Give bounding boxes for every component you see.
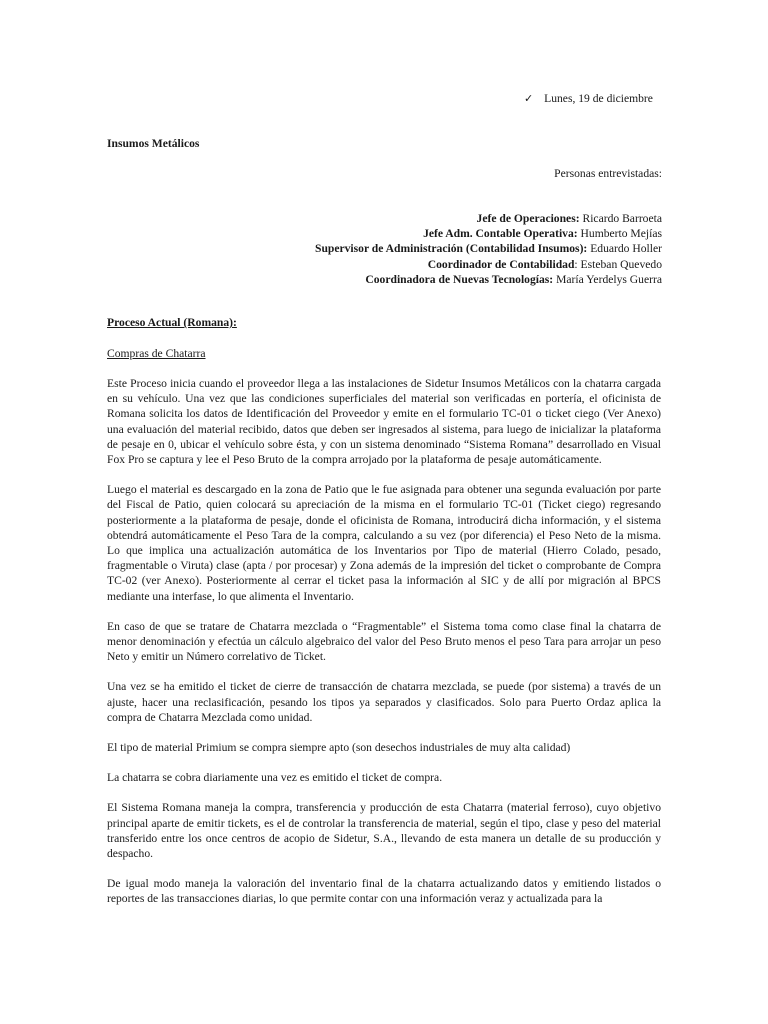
paragraph: Luego el material es descargado en la zona de Patio que le fue asignada para obtener una segunda evaluación por parte del Fiscal de Patio, quien colocará su apreciación de la misma en el formulario TC-01 (Ticket ciego) regresando posteriormente a la plataforma de pesaje, donde el oficinista de Romana, introducirá dicha información, y el sistema obtendrá automáticamente el Peso Tara de la compra, calculando a su vez (por diferencia) el Peso Neto de la misma. Lo que implica una actualización automática de los Inventarios por Tipo de material (Hierro Colado, pesado, fragmentable o Viruta) clase (apta / por procesar) y Zona además de la impresión del ticket o comprobante de Compra TC-02 (ver Anexo). Posteriormente al cerrar el ticket pasa la información al SIC y de allí por migración al BPCS mediante una interfase, lo que alimenta el Inventario. [107,483,661,603]
interviewee-role: Jefe de Operaciones: [476,212,580,225]
paragraph: En caso de que se tratare de Chatarra mezclada o “Fragmentable” el Sistema toma como clase final la chatarra de menor denominación y efectúa un cálculo algebraico del valor del Peso Bruto menos el peso Tara para arrojar un peso Neto y emitir un Número correlativo de Ticket. [107,619,661,664]
interviewee-name: Humberto Mejías [577,227,662,241]
section-title: Proceso Actual (Romana): [107,316,237,329]
body-text [107,376,661,922]
document-heading: Insumos Metálicos [107,137,200,150]
interviewee-row [315,257,662,272]
date-line [524,92,653,105]
interviewee-row [315,211,662,226]
date-text: Lunes, 19 de diciembre [544,92,653,105]
paragraph: Una vez se ha emitido el ticket de cierre de transacción de chatarra mezclada, se puede (por sistema) a través de un ajuste, hacer una reclasificación, pesando los tipos ya separados y clasificados. Solo para Puerto Ordaz aplica la compra de Chatarra Mezclada como unidad. [107,680,661,724]
paragraph: Este Proceso inicia cuando el proveedor llega a las instalaciones de Sidetur Insumos Metálicos con la chatarra cargada en su vehículo. Una vez que las condiciones superficiales del material son verificadas en portería, el oficinista de Romana solicita los datos de Identificación del Proveedor y emite en el formulario TC-01 o ticket ciego (Ver Anexo) una evaluación del material recibido, datos que deben ser ingresados al sistema, para luego de inicializar la plataforma de pesaje en 0, ubicar el vehículo sobre ésta, y con un sistema denominado “Sistema Romana” desarrollado en Visual Fox Pro se captura y lee el Peso Bruto de la compra arrojado por la plataforma de pesaje automáticamente. [107,377,661,467]
interviewee-row [315,226,662,241]
subsection-title: Compras de Chatarra [107,347,206,360]
interviewee-name: Ricardo Barroeta [579,212,662,225]
interviewee-role: Coordinador de Contabilidad [427,257,575,271]
interviewee-role: Jefe Adm. Contable Operativa: [423,227,578,241]
interviewee-name: Eduardo Holler [587,242,662,256]
interviewee-row [315,272,662,287]
checkmark-icon: ✓ [524,92,534,105]
interviewee-name: María Yerdelys Guerra [553,272,662,286]
paragraph: El tipo de material Primium se compra siempre apto (son desechos industriales de muy alta calidad) [107,741,571,755]
interviewee-list [315,211,662,287]
interviewee-name: : Esteban Quevedo [574,257,662,271]
interviewee-role: Coordinadora de Nuevas Tecnologías: [365,272,554,286]
interviewee-role: Supervisor de Administración (Contabilidad Insumos): [315,242,588,256]
paragraph: El Sistema Romana maneja la compra, transferencia y producción de esta Chatarra (material ferroso), cuyo objetivo principal aparte de emitir tickets, es el de controlar la transferencia de material, según el tipo, clase y peso del material transferido entre los once centros de acopio de Sidetur, S.A., llevando de esta manera un detalle de su producción y despacho. [107,801,661,861]
interviewed-label: Personas entrevistadas: [554,167,662,180]
paragraph: La chatarra se cobra diariamente una vez es emitido el ticket de compra. [107,771,443,785]
paragraph: De igual modo maneja la valoración del inventario final de la chatarra actualizando datos y emitiendo listados o reportes de las transacciones diarias, lo que permite contar con una información veraz y actualizada para la [107,877,661,906]
interviewee-row [315,241,662,256]
